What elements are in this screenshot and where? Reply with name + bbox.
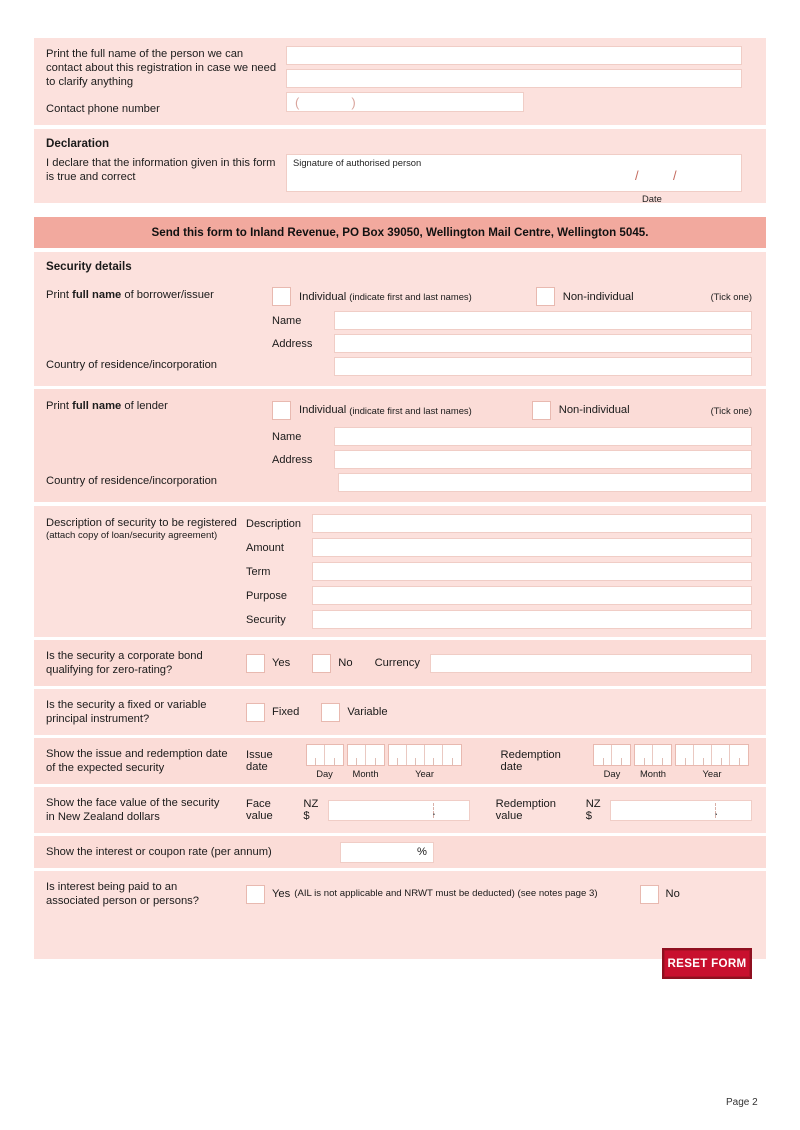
redemption-date-label: Redemption date (500, 749, 561, 773)
security-description-block (34, 506, 766, 637)
fixed-variable-row (34, 689, 766, 735)
redemption-month-caption: Month (639, 767, 667, 779)
description-label-column (34, 514, 246, 629)
amount-field-row (246, 538, 752, 557)
corporate-bond-yes-checkbox[interactable] (246, 654, 265, 673)
phone-open-paren-icon: ( (295, 94, 300, 110)
issue-year-group (388, 744, 462, 779)
security-details-section (34, 252, 766, 386)
banner-spacer (34, 203, 766, 217)
redemption-day-caption: Day (603, 767, 621, 779)
borrower-address-row (272, 334, 752, 353)
date-controls (246, 744, 766, 779)
description-field-input[interactable] (312, 514, 752, 533)
lender-name-label: Name (272, 430, 302, 443)
description-field-label: Description (246, 517, 302, 530)
redemption-value-input[interactable] (610, 800, 752, 821)
redemption-year-input[interactable] (675, 744, 749, 766)
amount-field-label: Amount (246, 541, 284, 554)
corporate-bond-row (34, 640, 766, 686)
contact-phone-input[interactable] (286, 92, 524, 112)
signature-input[interactable] (286, 154, 742, 204)
borrower-label-column (34, 277, 272, 353)
borrower-individual-label: Individual (299, 290, 347, 303)
lender-nonindividual-checkbox[interactable] (532, 401, 551, 420)
borrower-individual-checkbox[interactable] (272, 287, 291, 306)
lender-country-field-wrap (272, 469, 766, 492)
borrower-address-input[interactable] (334, 334, 752, 353)
issue-month-group (347, 744, 385, 779)
borrower-nonindividual-checkbox[interactable] (536, 287, 555, 306)
corporate-bond-controls (246, 654, 766, 673)
associated-person-row (34, 871, 766, 959)
amount-field-input[interactable] (312, 538, 752, 557)
corporate-bond-question-column (34, 640, 246, 686)
currency-input[interactable] (430, 654, 752, 673)
lender-name-row (272, 427, 752, 446)
declaration-statement-column (34, 154, 286, 193)
associated-person-yes-label: Yes (272, 888, 291, 900)
lender-individual-checkbox[interactable] (272, 401, 291, 420)
associated-person-yes-checkbox[interactable] (246, 885, 265, 904)
borrower-tick-row (272, 277, 752, 307)
declaration-statement: I declare that the information given in this form is true and correct (46, 157, 276, 183)
associated-person-yes-note: (AIL is not applicable and NRWT must be deducted) (see notes page 3) (294, 888, 598, 899)
redemption-day-group (593, 744, 631, 779)
fixed-variable-question-column (34, 689, 246, 735)
description-label-note: (attach copy of loan/security agreement) (46, 530, 218, 541)
borrower-individual-note: (indicate first and last names) (349, 291, 472, 302)
signature-column (286, 154, 742, 204)
borrower-block (34, 277, 766, 353)
borrower-country-field-wrap (272, 353, 766, 376)
face-value-input[interactable] (328, 800, 470, 821)
borrower-label: Print full name of borrower/issuer (46, 289, 214, 301)
face-value-row (34, 787, 766, 833)
description-label: Description of security to be registered (attach copy of loan/security agreement) (46, 517, 237, 541)
borrower-country-row (34, 353, 766, 386)
phone-close-paren-icon: ) (351, 94, 356, 110)
fixed-checkbox[interactable] (246, 703, 265, 722)
issue-redemption-date-row (34, 738, 766, 784)
lender-nonindividual-label: Non-individual (558, 404, 630, 416)
issue-day-group (306, 744, 344, 779)
term-field-input[interactable] (312, 562, 752, 581)
date-slash-2-icon: / (673, 168, 677, 183)
lender-address-input[interactable] (334, 450, 752, 469)
description-field-row (246, 514, 752, 533)
redemption-year-group (675, 744, 749, 779)
contact-instruction: Print the full name of the person we can contact about this registration in case we need to clarify anything (46, 48, 277, 88)
lender-label: Print full name of lender (46, 400, 168, 412)
borrower-nonindividual-label: Non-individual (562, 290, 634, 303)
redemption-value-label: Redemption value (495, 798, 556, 822)
contact-fields-column (286, 38, 766, 125)
contact-name-line2-input[interactable] (286, 69, 742, 88)
contact-name-line1-input[interactable] (286, 46, 742, 65)
borrower-country-label: Country of residence/incorporation (46, 359, 218, 371)
issue-month-input[interactable] (347, 744, 385, 766)
contact-phone-label: Contact phone number (46, 103, 160, 115)
lender-address-label: Address (272, 453, 313, 466)
declaration-body (34, 154, 766, 203)
purpose-field-label: Purpose (246, 589, 287, 602)
currency-label: Currency (374, 657, 420, 669)
face-value-question: Show the face value of the security in New Zealand dollars (46, 797, 220, 823)
purpose-field-row (246, 586, 752, 605)
issue-year-input[interactable] (388, 744, 462, 766)
associated-person-no-checkbox[interactable] (640, 885, 659, 904)
percent-symbol: % (417, 846, 427, 858)
lender-individual-note: (indicate first and last names) (349, 404, 472, 416)
face-value-decimal-separator (433, 803, 434, 818)
signature-caption: Signature of authorised person (293, 157, 422, 168)
lender-name-input[interactable] (334, 427, 752, 446)
issue-date-grid (306, 744, 465, 779)
lender-block (34, 389, 766, 502)
lender-country-input[interactable] (338, 473, 752, 492)
borrower-name-input[interactable] (334, 311, 752, 330)
face-value-controls (246, 798, 766, 822)
borrower-name-label: Name (272, 314, 302, 327)
date-question-column (34, 738, 246, 784)
variable-checkbox[interactable] (321, 703, 340, 722)
interest-rate-row (34, 836, 766, 868)
lender-country-row (34, 469, 766, 502)
declaration-heading: Declaration (46, 137, 110, 150)
date-question: Show the issue and redemption date of the expected security (46, 748, 228, 774)
redemption-month-input[interactable] (634, 744, 672, 766)
redemption-year-caption: Year (702, 767, 722, 779)
corporate-bond-no-label: No (338, 657, 353, 669)
lender-fields-column (272, 393, 766, 469)
fixed-variable-question: Is the security a fixed or variable principal instrument? (46, 699, 207, 725)
issue-year-caption: Year (415, 767, 435, 779)
issue-month-caption: Month (352, 767, 379, 779)
face-value-label: Face value (246, 798, 273, 822)
redemption-month-group (634, 744, 672, 779)
face-value-question-column (34, 787, 246, 833)
lender-tick-one-hint: (Tick one) (710, 404, 752, 416)
description-fields-column (246, 514, 766, 629)
associated-person-no-label: No (665, 888, 680, 900)
contact-section (34, 38, 766, 125)
borrower-fields-column (272, 277, 766, 353)
interest-rate-question: Show the interest or coupon rate (per annum) (46, 846, 272, 858)
reset-form-button[interactable]: RESET FORM (662, 948, 752, 979)
form-container (34, 38, 766, 959)
security-field-row (246, 610, 752, 629)
redemption-value-currency-symbol: NZ $ (585, 798, 601, 822)
lender-address-row (272, 450, 752, 469)
lender-individual-label: Individual (299, 404, 347, 416)
page-number: Page 2 (726, 1097, 758, 1108)
lender-row (34, 393, 766, 469)
redemption-day-input[interactable] (593, 744, 631, 766)
lender-country-label: Country of residence/incorporation (46, 475, 218, 487)
date-slash-1-icon: / (635, 168, 639, 183)
corporate-bond-no-checkbox[interactable] (312, 654, 331, 673)
redemption-date-grid (593, 744, 752, 779)
borrower-name-row (272, 311, 752, 330)
security-field-input[interactable] (312, 610, 752, 629)
face-value-currency-symbol: NZ $ (303, 798, 319, 822)
date-caption: Date (642, 193, 662, 204)
security-field-label: Security (246, 613, 286, 626)
associated-person-controls (246, 885, 766, 904)
fixed-label: Fixed (272, 706, 300, 718)
term-field-label: Term (246, 565, 271, 578)
redemption-value-decimal-separator (715, 803, 716, 818)
borrower-tick-one-hint: (Tick one) (710, 291, 752, 302)
term-field-row (246, 562, 752, 581)
interest-rate-question-column (34, 836, 340, 868)
contact-label-column (34, 38, 286, 125)
security-details-heading: Security details (46, 260, 132, 273)
mailing-banner: Send this form to Inland Revenue, PO Box 39050, Wellington Mail Centre, Wellington 5045. (34, 217, 766, 248)
lender-tick-row (272, 393, 752, 423)
variable-label: Variable (347, 706, 388, 718)
borrower-country-input[interactable] (334, 357, 752, 376)
corporate-bond-question: Is the security a corporate bond qualifying for zero-rating? (46, 650, 203, 676)
interest-rate-input[interactable] (340, 842, 434, 863)
lender-label-column (34, 393, 272, 469)
borrower-address-label: Address (272, 337, 313, 350)
issue-date-label: Issue date (246, 749, 273, 773)
associated-person-question-column (34, 871, 246, 917)
issue-day-caption: Day (316, 767, 333, 779)
fixed-variable-controls (246, 703, 766, 722)
issue-day-input[interactable] (306, 744, 344, 766)
declaration-section (34, 129, 766, 203)
associated-person-inner (34, 871, 766, 917)
associated-person-question: Is interest being paid to an associated person or persons? (46, 881, 199, 907)
corporate-bond-yes-label: Yes (272, 657, 291, 669)
purpose-field-input[interactable] (312, 586, 752, 605)
